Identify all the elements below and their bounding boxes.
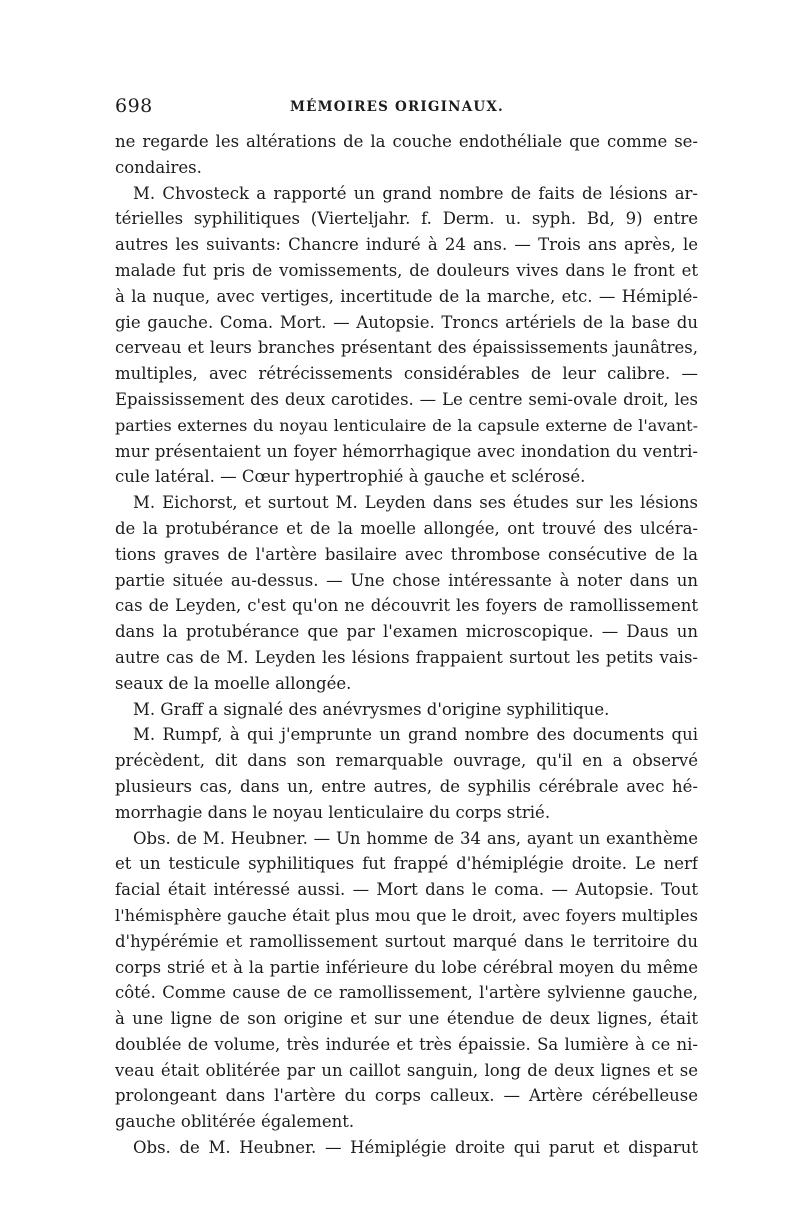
text-line: plusieurs cas, dans un, entre autres, de syphilis cérébrale avec hé-: [115, 776, 698, 796]
text-line: gie gauche. Coma. Mort. — Autopsie. Troncs artériels de la base du: [115, 312, 698, 332]
text-line: et un testicule syphilitiques fut frappé d'hémiplégie droite. Le nerf: [115, 854, 698, 874]
text-line: mur présentaient un foyer hémorrhagique avec inondation du ventri-: [115, 441, 698, 461]
text-line: Obs. de M. Heubner. — Hémiplégie droite qui parut et disparut: [133, 1138, 698, 1158]
text-line: autres les suivants: Chancre induré à 24 ans. — Trois ans après, le: [115, 235, 698, 255]
text-line: gauche oblitérée également.: [115, 1112, 355, 1132]
text-line: doublée de volume, très indurée et très épaissie. Sa lumière à ce ni-: [115, 1034, 698, 1054]
text-line: de la protubérance et de la moelle allongée, ont trouvé des ulcéra-: [115, 518, 698, 538]
text-line: Epaississement des deux carotides. — Le centre semi-ovale droit, les: [115, 389, 698, 409]
text-line: multiples, avec rétrécissements considérables de leur calibre. —: [115, 364, 698, 384]
text-line: veau était oblitérée par un caillot sanguin, long de deux lignes et se: [115, 1060, 698, 1080]
text-line: facial était intéressé aussi. — Mort dans le coma. — Autopsie. Tout: [115, 880, 698, 900]
text-line: dans la protubérance que par l'examen microscopique. — Daus un: [115, 622, 698, 642]
text-line: à la nuque, avec vertiges, incertitude de la marche, etc. — Hémiplé-: [115, 286, 698, 306]
text-line: malade fut pris de vomissements, de douleurs vives dans le front et: [115, 260, 698, 280]
text-line: M. Chvosteck a rapporté un grand nombre de faits de lésions ar-: [133, 183, 698, 203]
text-line: cule latéral. — Cœur hypertrophié à gauche et sclérosé.: [115, 467, 586, 487]
text-line: prolongeant dans l'artère du corps calleux. — Artère cérébelleuse: [115, 1086, 698, 1106]
text-line: ne regarde les altérations de la couche endothéliale que comme se-: [115, 132, 698, 151]
text-line: térielles syphilitiques (Vierteljahr. f. Derm. u. syph. Bd, 9) entre: [115, 209, 698, 229]
text-line: précèdent, dit dans son remarquable ouvrage, qu'il en a observé: [115, 751, 698, 771]
text-line: côté. Comme cause de ce ramollissement, l'artère sylvienne gauche,: [115, 983, 698, 1003]
text-line: seaux de la moelle allongée.: [115, 673, 352, 693]
text-line: cas de Leyden, c'est qu'on ne découvrit les foyers de ramollissement: [115, 596, 698, 616]
text-line: Obs. de M. Heubner. — Un homme de 34 ans, ayant un exanthème: [133, 828, 698, 848]
text-line: tions graves de l'artère basilaire avec thrombose consécutive de la: [115, 544, 698, 564]
text-line: corps strié et à la partie inférieure du lobe cérébral moyen du même: [115, 957, 698, 977]
text-line: parties externes du noyau lenticulaire de la capsule externe de l'avant-: [115, 415, 698, 435]
text-line: d'hypérémie et ramollissement surtout marqué dans le territoire du: [115, 931, 698, 951]
text-line: autre cas de M. Leyden les lésions frappaient surtout les petits vais-: [115, 647, 698, 667]
text-line: partie située au-dessus. — Une chose intéressante à noter dans un: [115, 570, 698, 590]
text-line: l'hémisphère gauche était plus mou que le droit, avec foyers multiples: [115, 905, 698, 925]
body-text: [115, 129, 698, 1161]
text-line: morrhagie dans le noyau lenticulaire du corps strié.: [115, 802, 551, 822]
text-line: cerveau et leurs branches présentant des épaississements jaunâtres,: [115, 338, 698, 358]
text-line: à une ligne de son origine et sur une étendue de deux lignes, était: [115, 1009, 698, 1029]
text-line: M. Rumpf, à qui j'emprunte un grand nombre des documents qui: [133, 725, 698, 745]
text-line: M. Graff a signalé des anévrysmes d'origine syphilitique.: [133, 699, 610, 719]
text-line: condaires.: [115, 157, 202, 177]
page-number: 698: [115, 95, 153, 117]
text-line: M. Eichorst, et surtout M. Leyden dans ses études sur les lésions: [133, 493, 698, 513]
page-header: [115, 95, 698, 125]
running-title: MÉMOIRES ORIGINAUX.: [290, 99, 504, 115]
